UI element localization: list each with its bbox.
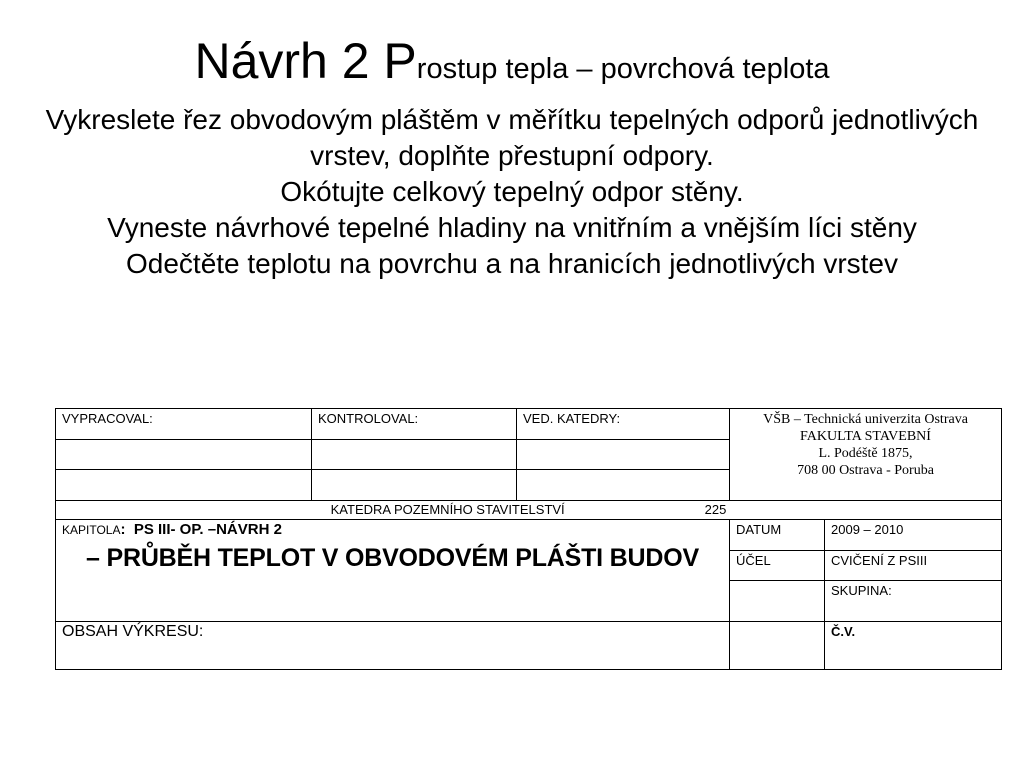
slide-title-rest: rostup tepla – povrchová teplota (416, 53, 830, 85)
ved-katedry-signature (517, 470, 730, 500)
vypracoval-signature (56, 470, 312, 500)
datum-value: 2009 – 2010 (825, 519, 1002, 550)
vypracoval-value (56, 440, 312, 470)
slide-title (0, 33, 1024, 89)
slide-title-main: Návrh 2 P (194, 33, 417, 89)
vypracoval-label: VYPRACOVAL: (56, 409, 312, 440)
university-address (730, 409, 1002, 501)
katedra-name: KATEDRA POZEMNÍHO STAVITELSTVÍ (330, 501, 565, 517)
instructions (40, 102, 984, 282)
instruction-line: Okótujte celkový tepelný odpor stěny. (280, 176, 744, 207)
kapitola-value: PS III- OP. –NÁVRH 2 (133, 520, 282, 538)
street-line: L. Podéště 1875, (818, 446, 913, 461)
title-block (55, 408, 1002, 670)
kontroloval-value (312, 440, 517, 470)
ved-katedry-value (517, 440, 730, 470)
ucel-value: CVIČENÍ Z PSIII (825, 551, 1002, 581)
ved-katedry-label: VED. KATEDRY: (517, 409, 730, 440)
kontroloval-signature (312, 470, 517, 500)
kontroloval-label: KONTROLOVAL: (312, 409, 517, 440)
katedra-number: 225 (704, 501, 727, 517)
datum-label: DATUM (730, 519, 825, 550)
faculty-line: FAKULTA STAVEBNÍ (800, 429, 931, 444)
kapitola-cell: KAPITOLA: PS III- OP. –NÁVRH 2 – PRŮBĚH TEPLOT V OBVODOVÉM PLÁŠTI BUDOV (56, 519, 730, 621)
kapitola-label: KAPITOLA (62, 522, 121, 537)
university-line: VŠB – Technická univerzita Ostrava (763, 412, 968, 427)
cv-label: Č.V. (825, 621, 1002, 669)
ucel-label: ÚČEL (730, 551, 825, 581)
obsah-empty (730, 621, 825, 669)
katedra-row (56, 500, 1002, 519)
instruction-line: Vyneste návrhové tepelné hladiny na vnitřním a vnějším líci stěny (107, 212, 917, 243)
city-line: 708 00 Ostrava - Poruba (797, 463, 934, 478)
skupina-empty (730, 581, 825, 621)
skupina-label: SKUPINA: (825, 581, 1002, 621)
instruction-line: Odečtěte teplotu na povrchu a na hranicích jednotlivých vrstev (126, 248, 898, 279)
drawing-title: – PRŮBĚH TEPLOT V OBVODOVÉM PLÁŠTI BUDOV (86, 543, 699, 572)
obsah-label: OBSAH VÝKRESU: (56, 621, 730, 669)
instruction-line: Vykreslete řez obvodovým pláštěm v měřítku tepelných odporů jednotlivých vrstev, doplňte přestupní odpory. (45, 104, 979, 171)
